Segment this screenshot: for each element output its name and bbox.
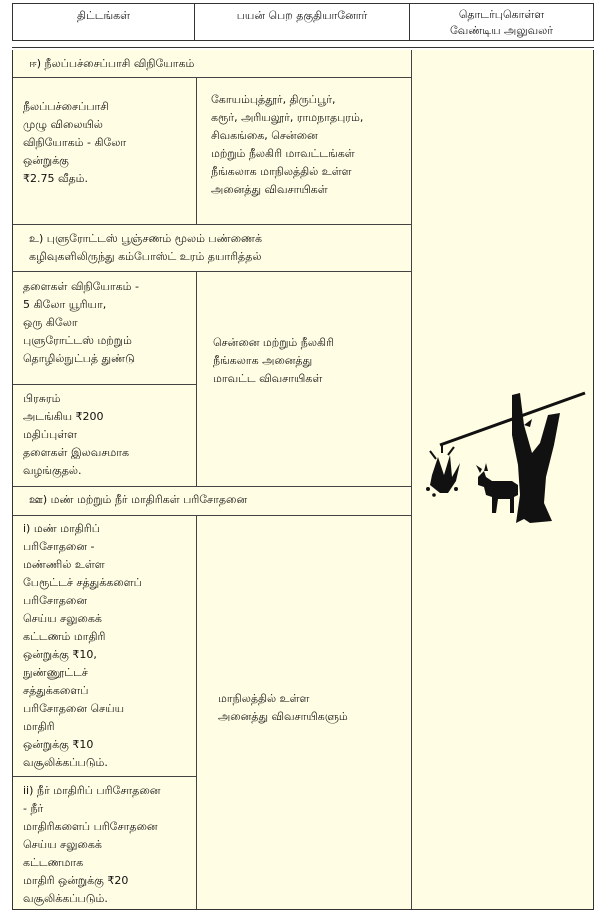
- col-divider-e: [196, 77, 197, 224]
- rule: [13, 224, 411, 225]
- rule: [13, 776, 196, 777]
- header-contact-officer: தொடர்புகொள்ள வேண்டிய அலுவலர்: [450, 8, 553, 37]
- section-oo-scheme-1: i) மண் மாதிரிப் பரிசோதனை - மண்ணில் உள்ள பேரூட்டச் சத்துக்களைப் பரிசோதனை செய்ய சலுகைக் கட்டணம் மாதிரி ஒன்றுக்கு ₹10, நுண்ணூட்டச் சத்துக்களைப் பரிசோதனை செய்ய மாதிரி ஒன்றுக்கு ₹10 வசூலிக்கப்படும்.: [23, 522, 142, 769]
- header-underline: [12, 47, 594, 48]
- rule: [13, 486, 411, 487]
- col-divider-contact: [411, 50, 412, 910]
- col-divider-u: [196, 271, 197, 486]
- rule: [13, 77, 411, 78]
- header-schemes: திட்டங்கள்: [13, 4, 195, 40]
- section-e-title: ஈ) நீலப்பச்சைப்பாசி விநியோகம்: [29, 57, 195, 70]
- section-u-title: உ) புளுரோட்டஸ் பூஞ்சணம் மூலம் பண்ணைக் கழிவுகளிலிருந்து கம்போஸ்ட் உரம் தயாரித்தல்: [29, 232, 263, 263]
- farmer-goat-tree-illustration: [420, 385, 590, 530]
- rule: [13, 515, 411, 516]
- section-u-scheme-1: தளைகள் விநியோகம் - 5 கிலோ யூரியா, ஒரு கிலோ புளுரோட்டஸ் மற்றும் தொழில்நுட்பத் துண்டு: [23, 280, 139, 365]
- header-eligible: பயன் பெற தகுதியானோர்: [195, 4, 410, 40]
- section-oo-title: ஊ) மண் மற்றும் நீர் மாதிரிகள் பரிசோதனை: [29, 493, 248, 506]
- plant-icon: [426, 445, 460, 497]
- tree-stump-icon: [512, 393, 560, 523]
- rule: [13, 271, 411, 272]
- section-e-eligible: கோயம்புத்தூர், திருப்பூர், கரூர், அரியலூர், ராமநாதபுரம், சிவகங்கை, சென்னை மற்றும் நீலகிரி மாவட்டங்கள் நீங்கலாக மாநிலத்தில் உள்ள அனைத்து விவசாயிகள்: [211, 93, 364, 196]
- rule: [13, 384, 196, 385]
- section-oo-eligible: மாநிலத்தில் உள்ள அனைத்து விவசாயிகளும்: [218, 692, 348, 723]
- section-u-scheme-2: பிரசுரம் அடங்கிய ₹200 மதிப்புள்ள தளைகள் இலவசமாக வழங்குதல்.: [23, 392, 130, 477]
- table-header: [12, 3, 594, 41]
- goat-icon: [476, 463, 518, 513]
- section-oo-scheme-2: ii) நீர் மாதிரிப் பரிசோதனை - நீர் மாதிரிகளைப் பரிசோதனை செய்ய சலுகைக் கட்டணமாக மாதிரி ஒன்றுக்கு ₹20 வசூலிக்கப்படும்.: [23, 784, 161, 905]
- table-bottom-rule: [12, 909, 594, 910]
- section-e-scheme: நீலப்பச்சைப்பாசி முழு விலையில் விநியோகம் - கிலோ ஒன்றுக்கு ₹2.75 வீதம்.: [23, 100, 127, 185]
- section-u-eligible: சென்னை மற்றும் நீலகிரி நீங்கலாக அனைத்து மாவட்ட விவசாயிகள்: [213, 336, 334, 385]
